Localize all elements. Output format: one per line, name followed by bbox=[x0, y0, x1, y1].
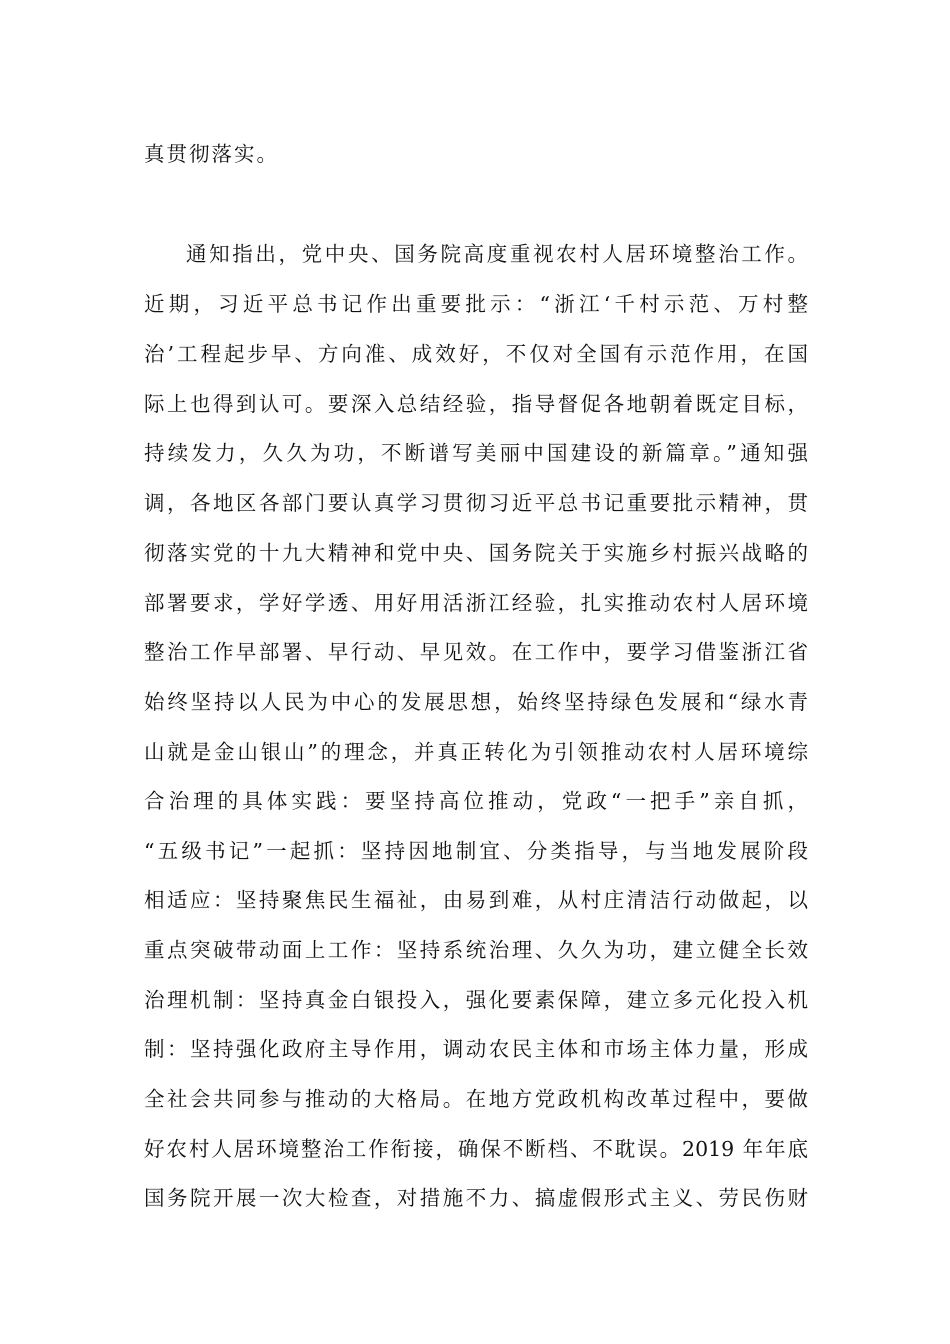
paragraph-line: 近期，习近平总书记作出重要批示：“浙江‘千村示范、万村整 bbox=[144, 292, 808, 316]
paragraph-line: 相适应：坚持聚焦民生福祉，由易到难，从村庄清洁行动做起，以 bbox=[144, 888, 808, 912]
paragraph-line: 通知指出，党中央、国务院高度重视农村人居环境整治工作。 bbox=[186, 242, 808, 266]
paragraph-line: 重点突破带动面上工作：坚持系统治理、久久为功，建立健全长效 bbox=[144, 938, 808, 962]
paragraph-line: “五级书记”一起抓：坚持因地制宜、分类指导，与当地发展阶段 bbox=[144, 839, 808, 863]
paragraph-line: 调，各地区各部门要认真学习贯彻习近平总书记重要批示精神，贯 bbox=[144, 491, 808, 515]
paragraph-line: 整治工作早部署、早行动、早见效。在工作中，要学习借鉴浙江省 bbox=[144, 640, 808, 664]
paragraph-line: 好农村人居环境整治工作衔接，确保不断档、不耽误。2019 年年底 bbox=[144, 1137, 808, 1161]
paragraph-line: 部署要求，学好学透、用好用活浙江经验，扎实推动农村人居环境 bbox=[144, 591, 808, 615]
paragraph-line: 合治理的具体实践：要坚持高位推动，党政“一把手”亲自抓， bbox=[144, 789, 808, 813]
paragraph-line: 全社会共同参与推动的大格局。在地方党政机构改革过程中，要做 bbox=[144, 1087, 808, 1111]
paragraph-line: 制：坚持强化政府主导作用，调动农民主体和市场主体力量，形成 bbox=[144, 1037, 808, 1061]
paragraph-line: 治’工程起步早、方向准、成效好，不仅对全国有示范作用，在国 bbox=[144, 342, 808, 366]
paragraph-line: 际上也得到认可。要深入总结经验，指导督促各地朝着既定目标， bbox=[144, 392, 808, 416]
paragraph-line: 山就是金山银山”的理念，并真正转化为引领推动农村人居环境综 bbox=[144, 740, 808, 764]
paragraph-line: 国务院开展一次大检查，对措施不力、搞虚假形式主义、劳民伤财 bbox=[144, 1186, 808, 1210]
paragraph-line: 持续发力，久久为功，不断谱写美丽中国建设的新篇章。”通知强 bbox=[144, 441, 808, 465]
paragraph-line: 真贯彻落实。 bbox=[144, 142, 279, 166]
paragraph-line: 始终坚持以人民为中心的发展思想，始终坚持绿色发展和“绿水青 bbox=[144, 690, 808, 714]
paragraph-line: 彻落实党的十九大精神和党中央、国务院关于实施乡村振兴战略的 bbox=[144, 541, 808, 565]
paragraph-line: 治理机制：坚持真金白银投入，强化要素保障，建立多元化投入机 bbox=[144, 988, 808, 1012]
